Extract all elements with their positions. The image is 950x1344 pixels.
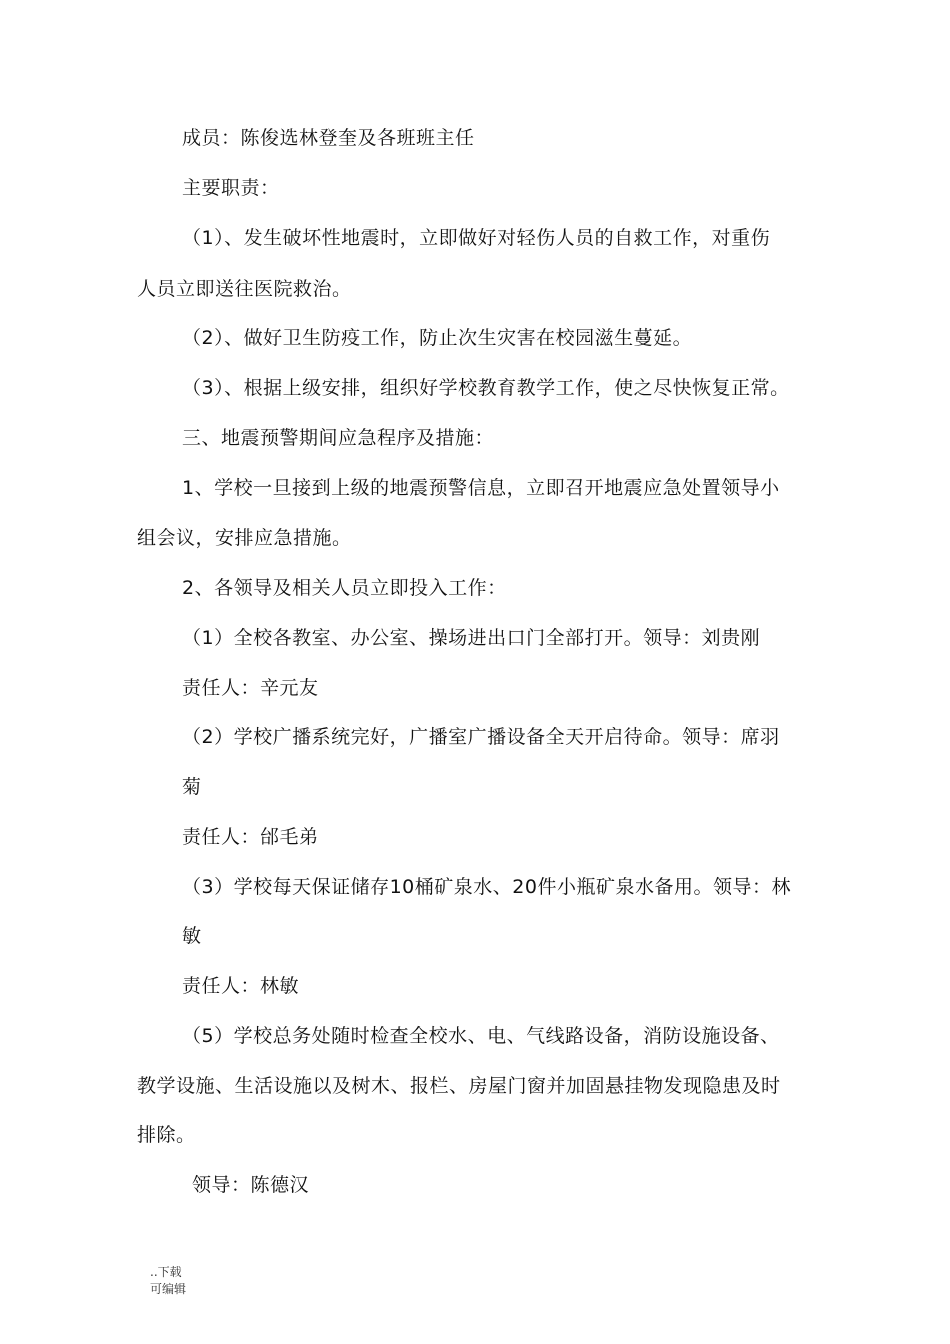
task-1-responsible: 责任人：辛元友 <box>182 677 319 699</box>
task-3-line-2: 敏 <box>182 925 202 947</box>
footer-download: ..下载 <box>150 1265 182 1279</box>
task-3-responsible: 责任人：林敏 <box>182 975 300 997</box>
item-1-line-1: 1、学校一旦接到上级的地震预警信息，立即召开地震应急处置领导小 <box>182 477 780 499</box>
duty-2: （2）、做好卫生防疫工作，防止次生灾害在校园滋生蔓延。 <box>182 327 693 349</box>
duties-heading: 主要职责： <box>182 177 280 199</box>
task-5-line-1: （5）学校总务处随时检查全校水、电、气线路设备，消防设施设备、 <box>182 1025 780 1047</box>
task-2-responsible: 责任人：邰毛弟 <box>182 826 319 848</box>
task-2-line-2: 菊 <box>182 776 202 798</box>
item-1-line-2: 组会议，安排应急措施。 <box>137 527 352 549</box>
item-2-heading: 2、各领导及相关人员立即投入工作： <box>182 577 507 599</box>
members-line: 成员：陈俊选林登奎及各班班主任 <box>182 127 475 149</box>
section-3-heading: 三、地震预警期间应急程序及措施： <box>182 427 495 449</box>
duty-3: （3）、根据上级安排，组织好学校教育教学工作，使之尽快恢复正常。 <box>182 377 790 399</box>
footer-editable: 可编辑 <box>150 1282 187 1296</box>
task-5-line-3: 排除。 <box>137 1124 196 1146</box>
task-3-line-1: （3）学校每天保证储存10桶矿泉水、20件小瓶矿泉水备用。领导：林 <box>182 876 791 898</box>
task-5-line-2: 教学设施、生活设施以及树木、报栏、房屋门窗并加固悬挂物发现隐患及时 <box>137 1075 781 1097</box>
task-5-leader: 领导：陈德汉 <box>192 1174 310 1196</box>
task-2-line-1: （2）学校广播系统完好，广播室广播设备全天开启待命。领导：席羽 <box>182 726 780 748</box>
duty-1-line-2: 人员立即送往医院救治。 <box>137 278 352 300</box>
duty-1-line-1: （1）、发生破坏性地震时，立即做好对轻伤人员的自救工作，对重伤 <box>182 227 771 249</box>
task-1-line: （1）全校各教室、办公室、操场进出口门全部打开。领导：刘贵刚 <box>182 627 761 649</box>
